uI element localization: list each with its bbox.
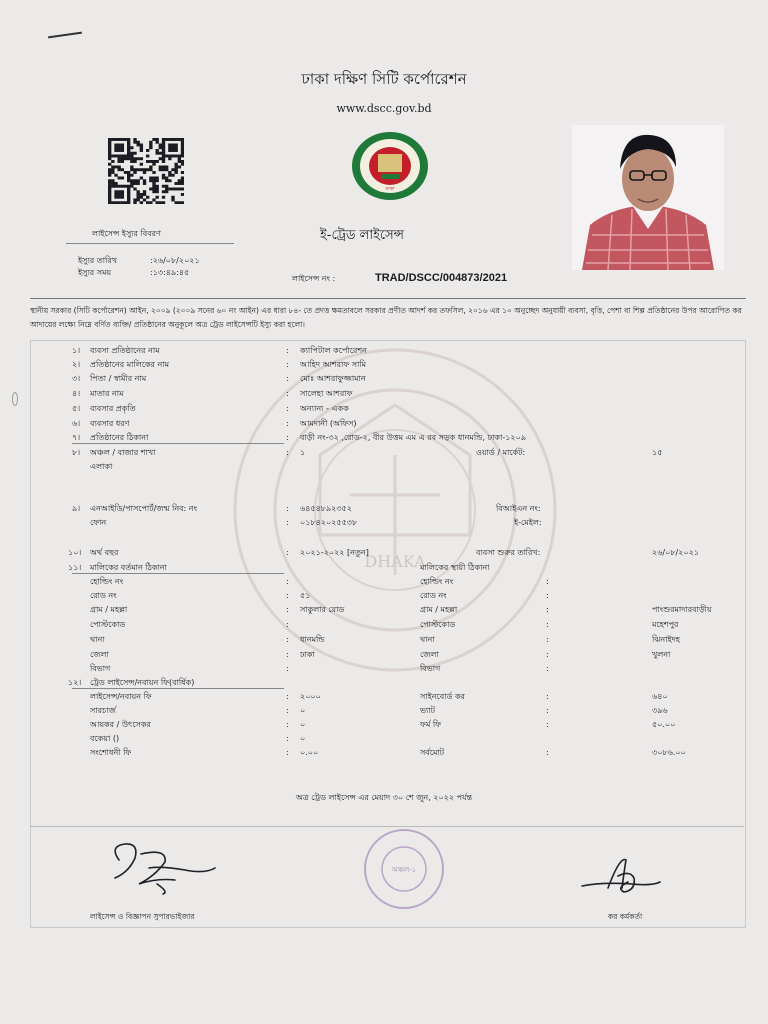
- division-label: বিভাগ: [90, 664, 111, 673]
- district-label: জেলা: [90, 650, 109, 659]
- fee-license-colon: :: [286, 692, 289, 701]
- row2-colon: :: [286, 360, 289, 369]
- district-present: ঢাকা: [300, 650, 315, 659]
- fee-surcharge-value: ০: [300, 706, 306, 715]
- seal-text: অঞ্চল-১: [391, 866, 417, 874]
- row8-label2: এলাকা: [90, 462, 113, 471]
- email-label: ই-মেইল:: [514, 518, 542, 527]
- row8-num: ৮।: [72, 448, 81, 457]
- thana-present: ধানমন্ডি: [300, 635, 325, 644]
- row3-label: পিতা / স্বামীর নাম: [90, 374, 147, 383]
- row5-label: ব্যবসার প্রকৃতি: [90, 404, 136, 413]
- row7-num: ৭।: [72, 433, 81, 442]
- thana-perm-label: থানা: [420, 635, 435, 644]
- row1-label: ব্যবসা প্রতিষ্ঠানের নাম: [90, 346, 160, 355]
- row12-num: ১২।: [68, 678, 82, 687]
- fee-vat-colon: :: [546, 706, 549, 715]
- fee-incometax-label: আয়কর / উৎসেকর: [90, 720, 151, 729]
- row7-label: প্রতিষ্ঠানের ঠিকানা: [90, 433, 149, 442]
- top-divider: [30, 298, 746, 299]
- license-number-label: লাইসেন্স নং :: [292, 274, 336, 283]
- watermark-text: DHAKA: [364, 552, 426, 571]
- pen-mark: [48, 32, 82, 39]
- issue-date-label: ইস্যুর তারিখ: [78, 256, 117, 265]
- issue-time-label: ইস্যুর সময়: [78, 268, 112, 277]
- holding-perm-label: হোল্ডিং নং: [420, 577, 454, 586]
- row8-label: অঞ্চল / বাজার শাখা: [90, 448, 156, 457]
- fee-total-value: ৩০৮৬.০০: [652, 748, 686, 757]
- fee-incometax-value: ০: [300, 720, 306, 729]
- issue-divider: [66, 243, 234, 244]
- holding-permanent: ৫১: [300, 591, 311, 600]
- row5-num: ৫।: [72, 404, 81, 413]
- postcode-colon: :: [286, 620, 289, 629]
- issue-section-label: লাইসেন্স ইস্যুর বিবরণ: [92, 229, 161, 238]
- row2-label: প্রতিষ্ঠানের মালিকের নাম: [90, 360, 170, 369]
- fiscal-year: ২০২১-২০২২ [নতুন]: [300, 548, 369, 557]
- bin-label: বিআইএন নং:: [496, 504, 541, 513]
- road-present: সাকুলার রোড: [300, 605, 345, 614]
- postcode-perm-colon: :: [546, 620, 549, 629]
- road-label: রোড নং: [90, 591, 117, 600]
- fee-incometax-colon: :: [286, 720, 289, 729]
- division-colon: :: [286, 664, 289, 673]
- row10-num: ১০।: [68, 548, 82, 557]
- row4-num: ৪।: [72, 389, 81, 398]
- fee-amendment-value: ০.০০: [300, 748, 319, 757]
- nid-value: ৬৪৫৪৮৯২৩৫২: [300, 504, 352, 513]
- business-nature: অন্যান্য - একক: [300, 404, 349, 413]
- fee-arrears-colon: :: [286, 734, 289, 743]
- row10-label: অর্থ বছর: [90, 548, 119, 557]
- row8-colon: :: [286, 448, 289, 457]
- margin-mark: [12, 392, 18, 406]
- fee-total-colon: :: [546, 748, 549, 757]
- row5-colon: :: [286, 404, 289, 413]
- issue-date-value: :২৬/০৮/২০২১: [150, 256, 200, 265]
- road-colon: :: [286, 591, 289, 600]
- thana-permanent: ঝিনাইদহ: [652, 635, 681, 644]
- fee-signboard-value: ৬৪০: [652, 692, 668, 701]
- holding-label: হোল্ডিং নং: [90, 577, 124, 586]
- row10-colon: :: [286, 548, 289, 557]
- qr-code: [108, 138, 184, 204]
- ward-value: ১৫: [652, 448, 663, 457]
- org-name: ঢাকা দক্ষিণ সিটি কর্পোরেশন: [301, 70, 467, 88]
- validity-note: অত্র ট্রেড লাইসেন্স এর মেয়াদ ৩০ শে জুন, ২০২২ পর্যন্ত: [295, 793, 473, 802]
- row7-colon: :: [286, 433, 289, 442]
- owner-name: আহিদ আশরাফ সামি: [300, 360, 367, 369]
- fee-amendment-label: সংশোধনী ফি: [90, 748, 132, 757]
- fees-divider: [72, 688, 284, 689]
- row1-colon: :: [286, 346, 289, 355]
- fee-arrears-label: বকেয়া (): [90, 734, 120, 743]
- issue-time-value: :১৩:৪৯:৪৫: [150, 268, 190, 277]
- fee-signboard-colon: :: [546, 692, 549, 701]
- postcode-label: পোস্টকোড: [90, 620, 126, 629]
- business-type: আমদানী (অফিস): [300, 419, 357, 428]
- thana-label: থানা: [90, 635, 105, 644]
- fee-surcharge-colon: :: [286, 706, 289, 715]
- permanent-address-title: মালিকের স্থায়ী ঠিকানা: [420, 563, 490, 572]
- address-divider: [72, 573, 284, 574]
- postcode-permanent: মহেশপুর: [652, 620, 679, 629]
- rows-divider: [72, 443, 284, 444]
- tax-officer-label: কর কর্মকর্তা: [608, 912, 643, 921]
- fee-amendment-colon: :: [286, 748, 289, 757]
- road-perm-colon: :: [546, 591, 549, 600]
- start-date-label: ব্যবসা শুরুর তারিখ:: [476, 548, 541, 557]
- village-perm-colon: :: [546, 605, 549, 614]
- fee-vat-label: ভ্যাট: [420, 706, 435, 715]
- mother-name: সালেহা আশরাফ: [300, 389, 353, 398]
- division-perm-colon: :: [546, 664, 549, 673]
- owner-photo: [572, 125, 724, 270]
- row2-num: ২।: [72, 360, 81, 369]
- license-number: TRAD/DSCC/004873/2021: [375, 272, 508, 284]
- business-name: ক্যাপিটাল কর্পোরেশন: [300, 346, 367, 355]
- thana-colon: :: [286, 635, 289, 644]
- district-colon: :: [286, 650, 289, 659]
- office-seal: [362, 827, 446, 911]
- village-permanent: পাংশুরমাদারবাড়ীয়: [652, 605, 712, 614]
- postcode-perm-label: পোস্টকোড: [420, 620, 456, 629]
- fee-form-label: ফর্ম ফি: [420, 720, 441, 729]
- district-perm-colon: :: [546, 650, 549, 659]
- row6-colon: :: [286, 419, 289, 428]
- fee-surcharge-label: সারচার্জ: [90, 706, 116, 715]
- business-address: বাড়ী নং-৩২ ,রোড-২, বীর উত্তম এম এ রব সড়ক ধানমন্ডি, ঢাকা-১২০৯: [300, 433, 527, 442]
- fee-total-label: সর্বমোট: [420, 748, 445, 757]
- district-perm-label: জেলা: [420, 650, 439, 659]
- village-label: গ্রাম / মহল্লা: [90, 605, 128, 614]
- fee-form-value: ৫০.০০: [652, 720, 676, 729]
- father-name: মোঃ আশরাফুজ্জামান: [300, 374, 366, 383]
- row3-colon: :: [286, 374, 289, 383]
- supervisor-signature: [105, 838, 220, 896]
- row11-num: ১১।: [68, 563, 82, 572]
- row9-label: এনআইডি/পাসপোর্ট/জন্ম নিব: নং: [90, 504, 198, 513]
- svg-text:ঢাকা: ঢাকা: [385, 186, 395, 192]
- district-permanent: খুলনা: [652, 650, 671, 659]
- holding-perm-colon: :: [546, 577, 549, 586]
- row6-num: ৬।: [72, 419, 81, 428]
- fee-signboard-label: সাইনবোর্ড কর: [420, 692, 465, 701]
- phone-colon: :: [286, 518, 289, 527]
- dscc-logo: [350, 130, 430, 202]
- fee-arrears-value: ০: [300, 734, 306, 743]
- document-title: ই-ট্রেড লাইসেন্স: [320, 228, 404, 243]
- row3-num: ৩।: [72, 374, 81, 383]
- fees-title: ট্রেড লাইসেন্স/নবায়ন ফি(বার্ষিক): [90, 678, 195, 687]
- start-date-value: ২৬/০৮/২০২১: [652, 548, 699, 557]
- row4-colon: :: [286, 389, 289, 398]
- holding-colon: :: [286, 577, 289, 586]
- fee-vat-value: ৩৯৬: [652, 706, 668, 715]
- division-perm-label: বিভাগ: [420, 664, 441, 673]
- row9-num: ৯।: [72, 504, 81, 513]
- row4-label: মাতার নাম: [90, 389, 124, 398]
- thana-perm-colon: :: [546, 635, 549, 644]
- zone-value: ১: [300, 448, 306, 457]
- ward-label: ওয়ার্ড / মার্কেট:: [476, 448, 526, 457]
- village-perm-label: গ্রাম / মহল্লা: [420, 605, 458, 614]
- row1-num: ১।: [72, 346, 81, 355]
- supervisor-label: লাইসেন্স ও বিজ্ঞাপন সুপারভাইজার: [90, 912, 195, 921]
- fee-form-colon: :: [546, 720, 549, 729]
- website-link[interactable]: www.dscc.gov.bd: [336, 102, 432, 115]
- village-colon: :: [286, 605, 289, 614]
- fee-license-value: ২০০০: [300, 692, 321, 701]
- phone-value: ০১৮৪২০২৫৫৩৮: [300, 518, 358, 527]
- row9-colon: :: [286, 504, 289, 513]
- present-address-title: মালিকের বর্তমান ঠিকানা: [90, 563, 167, 572]
- tax-officer-signature: [572, 848, 664, 900]
- road-perm-label: রোড নং: [420, 591, 447, 600]
- phone-label: ফোন: [90, 518, 107, 527]
- fee-license-label: লাইসেন্স/নবায়ন ফি: [90, 692, 152, 701]
- row6-label: ব্যবসার ধরণ: [90, 419, 130, 428]
- intro-paragraph: স্থানীয় সরকার (সিটি কর্পোরেশন) আইন, ২০০৯ (২০০৯ সনের ৬০ নং আইন) এর ধারা ৮৪- তে প্রদত্ত ক্ষমতাবলে সরকার প্রণীত আদর্শ কর তফসিল, ২০১৬ এর ১০ অনুচ্ছেদ অনুযায়ী ব্যবসা, বৃত্তি, পেশা বা শিল্প প্রতিষ্ঠানের উপর আরোপিত কর আদায়ের লক্ষ্যে নিম্নে বর্ণিত ব্যক্তি/ প্রতিষ্ঠানের অনুকূলে অত্র ট্রেড লাইসেন্সটি ইস্যু করা হলো।: [30, 306, 742, 329]
